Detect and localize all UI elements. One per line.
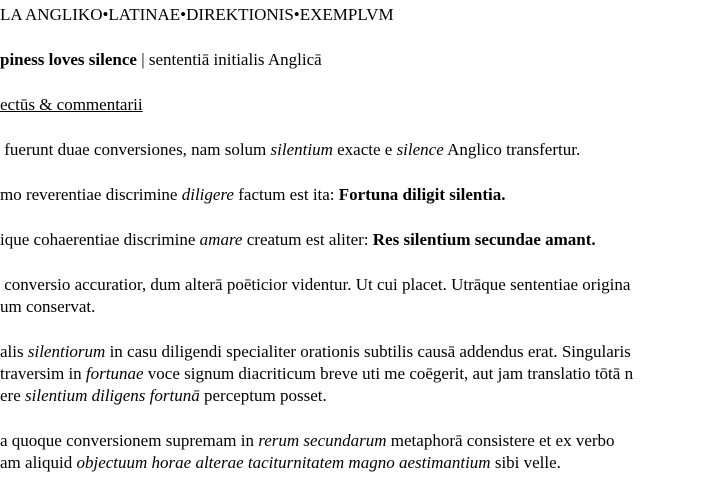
source-separator: |: [136, 50, 149, 69]
paragraph-4-line-1: conversio accuratior, dum alterā poēticior videntur. Ut cui placet. Utrāque sententiae origina: [0, 275, 631, 294]
source-caption: sententiā initialis Anglicā: [148, 50, 322, 69]
source-sentence: piness loves silence: [0, 50, 137, 69]
document-heading: LA ANGLIKO•LATINAE•DIREKTIONIS•EXEMPLVM: [0, 5, 394, 24]
section-title: ectūs & commentarii: [0, 95, 143, 114]
paragraph-5-line-1: alis silentiorum in casu diligendi specialiter orationis subtilis causā addendus erat. Singularis: [0, 342, 631, 361]
paragraph-2: mo reverentiae discrimine diligere factum est ita: Fortuna diligit silentia.: [0, 185, 506, 204]
paragraph-1: fuerunt duae conversiones, nam solum silentium exacte e silence Anglico transfertur.: [0, 140, 581, 159]
paragraph-5-line-3: ere silentium diligens fortunā perceptum posset.: [0, 386, 327, 405]
source-line: [0, 49, 322, 71]
paragraph-6-line-1: a quoque conversionem supremam in rerum secundarum metaphorā consistere et ex verbo: [0, 431, 615, 450]
paragraph-6-line-2: am aliquid objectuum horae alterae taciturnitatem magno aestimantium sibi velle.: [0, 453, 561, 472]
paragraph-3: ique cohaerentiae discrimine amare creatum est aliter: Res silentium secundae amant.: [0, 230, 596, 249]
paragraph-4-line-2: um conservat.: [0, 297, 96, 316]
paragraph-5-line-2: traversim in fortunae voce signum diacriticum breve uti me coēgerit, aut jam translatio tōtā n: [0, 364, 634, 383]
